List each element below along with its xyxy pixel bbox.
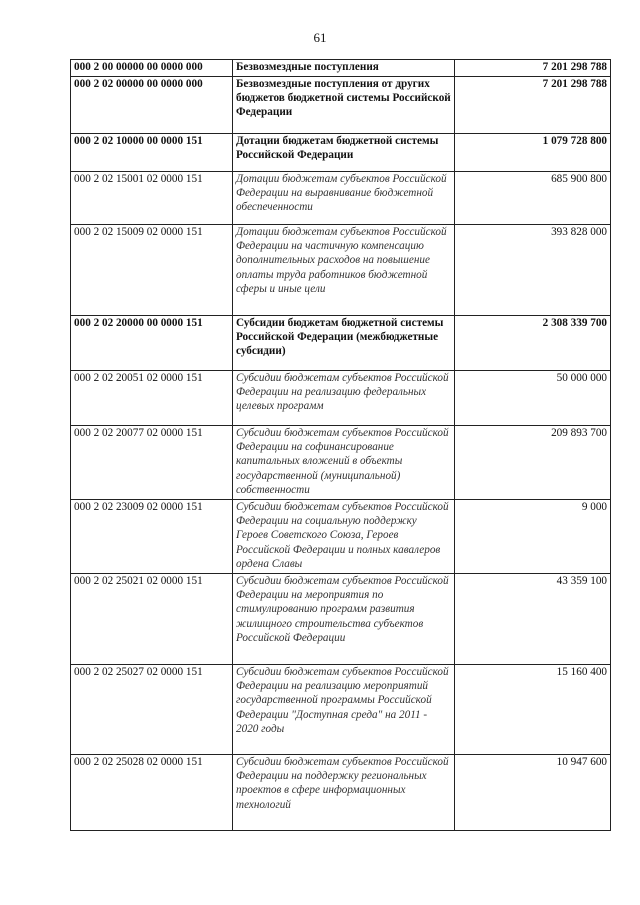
budget-code: 000 2 00 00000 00 0000 000 [71,60,233,77]
revenue-name: Субсидии бюджетам бюджетной системы Российской Федерации (межбюджетные субсидии) [233,316,455,371]
amount: 393 828 000 [455,225,611,316]
budget-revenue-table [70,59,611,831]
budget-code: 000 2 02 20051 02 0000 151 [71,371,233,426]
table-row [71,665,611,755]
table-row [71,316,611,371]
table-row [71,225,611,316]
table-row [71,77,611,134]
amount: 43 359 100 [455,574,611,665]
revenue-name: Безвозмездные поступления от других бюджетов бюджетной системы Российской Федерации [233,77,455,134]
revenue-name: Дотации бюджетам субъектов Российской Федерации на частичную компенсацию дополнительных расходов на повышение оплаты труда работников бюджетной сферы и иные цели [233,225,455,316]
amount: 685 900 800 [455,172,611,225]
revenue-name: Субсидии бюджетам субъектов Российской Федерации на софинансирование капитальных вложений в объекты государственной (муниципальной) собственности [233,426,455,500]
revenue-name: Дотации бюджетам бюджетной системы Российской Федерации [233,134,455,172]
budget-code: 000 2 02 20000 00 0000 151 [71,316,233,371]
table-row [71,172,611,225]
amount: 50 000 000 [455,371,611,426]
table-row [71,134,611,172]
table-row [71,500,611,574]
budget-code: 000 2 02 20077 02 0000 151 [71,426,233,500]
amount: 209 893 700 [455,426,611,500]
table-row [71,426,611,500]
amount: 9 000 [455,500,611,574]
revenue-name: Субсидии бюджетам субъектов Российской Федерации на реализацию федеральных целевых программ [233,371,455,426]
revenue-name: Субсидии бюджетам субъектов Российской Федерации на реализацию мероприятий государственной программы Российской Федерации "Доступная среда" на 2011 - 2020 годы [233,665,455,755]
budget-code: 000 2 02 15009 02 0000 151 [71,225,233,316]
budget-code: 000 2 02 25027 02 0000 151 [71,665,233,755]
revenue-name: Субсидии бюджетам субъектов Российской Федерации на поддержку региональных проектов в сфере информационных технологий [233,755,455,831]
budget-code: 000 2 02 25028 02 0000 151 [71,755,233,831]
table-row [71,755,611,831]
amount: 7 201 298 788 [455,77,611,134]
table-row [71,371,611,426]
amount: 15 160 400 [455,665,611,755]
budget-code: 000 2 02 23009 02 0000 151 [71,500,233,574]
budget-code: 000 2 02 25021 02 0000 151 [71,574,233,665]
amount: 2 308 339 700 [455,316,611,371]
revenue-name: Безвозмездные поступления [233,60,455,77]
budget-code: 000 2 02 15001 02 0000 151 [71,172,233,225]
page-number: 61 [313,30,327,45]
table-row [71,60,611,77]
amount: 10 947 600 [455,755,611,831]
amount: 7 201 298 788 [455,60,611,77]
revenue-name: Субсидии бюджетам субъектов Российской Федерации на социальную поддержку Героев Советского Союза, Героев Российской Федерации и полных кавалеров ордена Славы [233,500,455,574]
budget-code: 000 2 02 10000 00 0000 151 [71,134,233,172]
revenue-name: Дотации бюджетам субъектов Российской Федерации на выравнивание бюджетной обеспеченности [233,172,455,225]
table-row [71,574,611,665]
revenue-name: Субсидии бюджетам субъектов Российской Федерации на мероприятия по стимулированию программ развития жилищного строительства субъектов Российской Федерации [233,574,455,665]
amount: 1 079 728 800 [455,134,611,172]
budget-code: 000 2 02 00000 00 0000 000 [71,77,233,134]
